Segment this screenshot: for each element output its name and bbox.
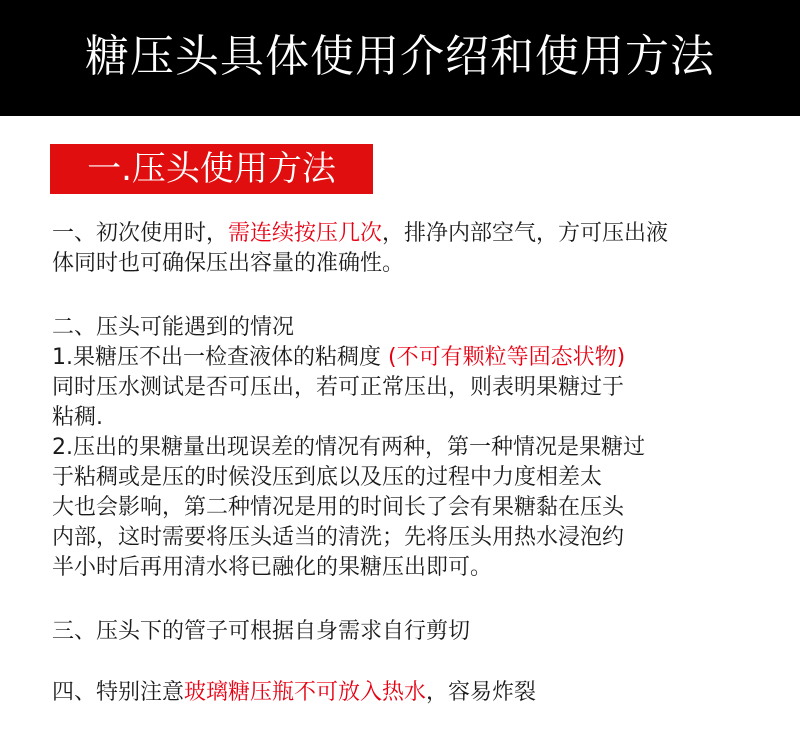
paragraph2-item1-highlight: (不可有颗粒等固态状物) bbox=[388, 345, 626, 370]
paragraph2-item2-line4: 内部，这时需要将压头适当的清洗；先将压头用热水浸泡约 bbox=[52, 525, 625, 550]
paragraph4-highlight: 玻璃糖压瓶不可放入热水 bbox=[184, 680, 427, 705]
paragraph2-item2-line5: 半小时后再用清水将已融化的果糖压出即可。 bbox=[52, 555, 493, 580]
paragraph2-item1-line1 bbox=[52, 343, 625, 373]
header-bar bbox=[0, 0, 800, 116]
paragraph1-line1 bbox=[52, 219, 668, 249]
paragraph1-line1-post: ，排净内部空气，方可压出液 bbox=[382, 221, 669, 246]
paragraph4-line1-pre: 四、特别注意 bbox=[52, 680, 185, 705]
paragraph4-line1-post: ，容易炸裂 bbox=[426, 680, 537, 705]
paragraph2-item1-line3: 粘稠. bbox=[52, 405, 103, 430]
paragraph3-line1: 三、压头下的管子可根据自身需求自行剪切 bbox=[52, 619, 471, 644]
section-title: 一.压头使用方法 bbox=[87, 149, 336, 189]
paragraph2-item2-line1: 2.压出的果糖量出现误差的情况有两种，第一种情况是果糖过 bbox=[52, 435, 645, 460]
section-banner bbox=[50, 144, 373, 194]
paragraph1-line1-pre: 一、初次使用时， bbox=[52, 221, 229, 246]
page-title: 糖压头具体使用介绍和使用方法 bbox=[85, 31, 715, 82]
paragraph2-item2-line2: 于粘稠或是压的时候没压到底以及压的过程中力度相差太 bbox=[52, 465, 603, 490]
paragraph4-line1 bbox=[52, 678, 536, 708]
paragraph2-item2-line3: 大也会影响，第二种情况是用的时间长了会有果糖黏在压头 bbox=[52, 495, 625, 520]
paragraph2-heading: 二、压头可能遇到的情况 bbox=[52, 315, 295, 340]
paragraph2-item1-line1-pre: 1.果糖压不出一检查液体的粘稠度 bbox=[52, 345, 388, 370]
paragraph2-item1-line2: 同时压水测试是否可压出，若可正常压出，则表明果糖过于 bbox=[52, 375, 625, 400]
paragraph1-line2: 体同时也可确保压出容量的准确性。 bbox=[52, 251, 405, 276]
paragraph1-highlight: 需连续按压几次 bbox=[228, 221, 383, 246]
